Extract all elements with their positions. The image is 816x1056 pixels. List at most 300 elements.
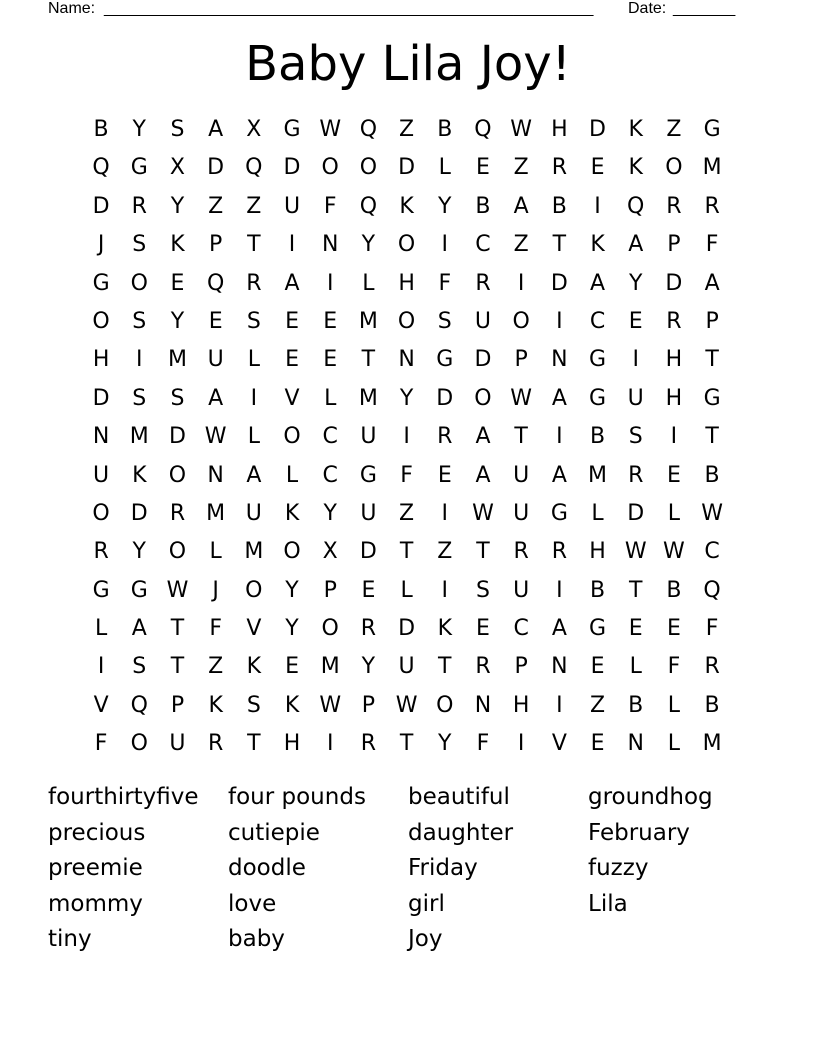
grid-letter: S (628, 424, 643, 450)
grid-letter: U (360, 424, 377, 450)
grid-letter: P (705, 308, 719, 334)
grid-letter: H (665, 385, 683, 411)
grid-letter: S (246, 308, 261, 334)
grid-letter: D (398, 155, 416, 181)
grid-letter: Z (589, 692, 606, 718)
grid-letter: H (398, 270, 415, 296)
grid-letter: W (510, 385, 533, 411)
grid-letter: D (92, 385, 110, 411)
grid-letter: G (589, 347, 607, 373)
grid-letter: B (666, 577, 682, 603)
grid-letter: R (628, 462, 644, 488)
grid-letter: U (513, 462, 530, 488)
grid-letter: H (589, 539, 606, 565)
word-search-grid (82, 111, 732, 764)
grid-letter: T (628, 577, 643, 603)
grid-letter: Y (323, 500, 337, 526)
grid-letter: Q (245, 155, 263, 181)
grid-letter: L (667, 692, 681, 718)
grid-letter: S (437, 308, 452, 334)
grid-letter: I (97, 654, 105, 680)
grid-letter: I (403, 424, 410, 450)
grid-letter: V (93, 692, 109, 718)
grid-letter: L (285, 462, 299, 488)
grid-letter: P (514, 654, 528, 680)
grid-letter: R (208, 731, 224, 757)
grid-letter: W (701, 500, 723, 526)
grid-letter: F (705, 616, 719, 642)
grid-letter: A (551, 462, 567, 488)
grid-letter: E (476, 155, 490, 181)
grid-letter: R (131, 193, 147, 219)
grid-letter: Y (285, 577, 299, 603)
grid-row (82, 687, 732, 725)
grid-letter: R (666, 308, 682, 334)
grid-letter: K (590, 232, 605, 258)
grid-letter: Y (285, 616, 299, 642)
grid-letter: H (283, 731, 301, 757)
grid-letter: I (136, 347, 143, 373)
grid-letter: I (441, 500, 449, 526)
grid-letter: Y (438, 731, 452, 757)
grid-letter: Y (438, 193, 452, 219)
grid-letter: Q (92, 155, 110, 181)
grid-letter: U (283, 193, 301, 219)
grid-letter: L (247, 424, 260, 450)
grid-letter: E (666, 616, 681, 642)
grid-letter: G (130, 577, 148, 603)
grid-letter: P (170, 692, 185, 718)
grid-letter: W (319, 692, 342, 718)
grid-letter: I (594, 193, 601, 219)
grid-letter: G (283, 117, 301, 142)
grid-letter: K (246, 654, 262, 680)
grid-letter: L (362, 270, 375, 296)
page-title: Baby Lila Joy! (245, 36, 571, 92)
grid-letter: A (131, 616, 147, 642)
grid-row (82, 648, 732, 686)
grid-letter: O (397, 232, 416, 258)
grid-letter: T (705, 347, 719, 373)
word-bank-item: tiny (48, 926, 92, 953)
grid-letter: Z (666, 117, 682, 142)
word-bank-item: baby (228, 926, 285, 953)
grid-letter: R (360, 731, 377, 757)
grid-letter: M (206, 500, 226, 526)
grid-letter: Y (170, 308, 185, 334)
name-label: Name: (48, 0, 96, 17)
grid-letter: W (319, 117, 342, 142)
grid-letter: I (517, 731, 525, 757)
grid-letter: I (556, 692, 563, 718)
worksheet-header (48, 0, 748, 20)
word-bank-item: cutiepie (228, 819, 320, 846)
word-bank-item: doodle (228, 855, 306, 882)
grid-letter: T (399, 731, 414, 757)
word-bank-item: Joy (408, 926, 443, 953)
grid-letter: T (170, 616, 185, 642)
grid-letter: S (132, 308, 147, 334)
grid-letter: O (283, 539, 301, 565)
grid-letter: W (472, 500, 494, 526)
grid-letter: N (551, 654, 568, 680)
grid-letter: I (556, 424, 563, 450)
grid-letter: U (245, 500, 262, 526)
grid-letter: U (360, 500, 377, 526)
grid-letter: F (94, 731, 108, 757)
grid-letter: D (474, 347, 492, 373)
word-bank-item: fuzzy (588, 855, 649, 882)
grid-letter: D (130, 500, 148, 526)
grid-letter: E (628, 616, 643, 642)
grid-letter: Z (399, 117, 415, 142)
grid-letter: H (92, 347, 110, 373)
grid-letter: R (169, 500, 186, 526)
grid-letter: A (475, 424, 491, 450)
grid-letter: O (283, 424, 301, 450)
grid-letter: P (323, 577, 337, 603)
grid-letter: I (556, 308, 563, 334)
grid-letter: I (632, 347, 639, 373)
grid-letter: D (589, 117, 606, 142)
grid-letter: I (441, 232, 449, 258)
grid-letter: Z (399, 500, 415, 526)
grid-letter: O (92, 308, 110, 334)
grid-letter: O (321, 155, 339, 181)
grid-letter: Z (437, 539, 453, 565)
grid-letter: F (209, 616, 222, 642)
grid-letter: O (474, 385, 492, 411)
grid-letter: T (170, 654, 185, 680)
word-bank-item: groundhog (588, 784, 713, 810)
grid-letter: K (284, 500, 300, 526)
grid-letter: O (245, 577, 263, 603)
grid-letter: A (628, 232, 644, 258)
grid-letter: Q (206, 270, 225, 296)
grid-letter: O (359, 155, 378, 181)
grid-letter: B (589, 577, 606, 603)
grid-letter: A (513, 193, 529, 219)
grid-row (82, 226, 732, 264)
grid-row (82, 725, 732, 763)
grid-letter: U (207, 347, 224, 373)
grid-letter: Q (474, 117, 492, 142)
grid-letter: E (361, 577, 376, 603)
grid-letter: N (207, 462, 224, 488)
grid-letter: A (284, 270, 300, 296)
grid-letter: K (208, 692, 223, 718)
grid-letter: W (663, 539, 685, 565)
grid-letter: R (513, 539, 529, 565)
grid-letter: W (395, 692, 418, 718)
word-bank-item: February (588, 819, 690, 846)
grid-letter: U (398, 654, 415, 680)
grid-letter: M (588, 462, 608, 488)
grid-letter: Y (361, 232, 376, 258)
grid-letter: L (247, 347, 260, 373)
grid-letter: R (666, 193, 682, 219)
grid-letter: S (132, 232, 147, 258)
grid-letter: K (437, 616, 452, 642)
grid-row (82, 303, 732, 341)
grid-letter: H (551, 117, 568, 142)
grid-letter: W (204, 424, 227, 450)
grid-letter: L (209, 539, 222, 565)
grid-letter: E (208, 308, 223, 334)
grid-letter: R (93, 539, 109, 565)
grid-letter: X (322, 539, 338, 565)
grid-letter: C (322, 462, 338, 488)
grid-letter: B (551, 193, 567, 219)
word-bank (48, 780, 768, 958)
grid-letter: T (438, 654, 452, 680)
grid-letter: F (438, 270, 452, 296)
date-label: Date: (628, 0, 667, 17)
grid-letter: F (323, 193, 337, 219)
grid-letter: E (285, 654, 299, 680)
grid-letter: B (628, 692, 644, 718)
grid-letter: D (550, 270, 568, 296)
grid-letter: Y (399, 385, 414, 411)
grid-letter: D (283, 155, 301, 181)
grid-letter: M (358, 308, 378, 334)
grid-letter: E (323, 308, 338, 334)
grid-letter: S (132, 385, 147, 411)
grid-letter: E (323, 347, 338, 373)
grid-letter: O (665, 155, 683, 181)
word-bank-item: love (228, 890, 277, 917)
grid-letter: B (437, 117, 453, 142)
grid-letter: U (93, 462, 110, 488)
grid-letter: C (704, 539, 720, 565)
grid-letter: R (246, 270, 262, 296)
grid-letter: T (247, 232, 261, 258)
grid-letter: Z (246, 193, 262, 219)
grid-letter: H (512, 692, 530, 718)
grid-row (82, 457, 732, 495)
grid-letter: O (130, 731, 148, 757)
grid-letter: W (624, 539, 647, 565)
grid-letter: B (93, 117, 109, 142)
grid-row (82, 418, 732, 456)
grid-letter: A (208, 117, 224, 142)
grid-letter: J (97, 232, 105, 258)
word-bank-row (48, 887, 768, 923)
grid-letter: W (510, 117, 533, 142)
grid-letter: A (551, 616, 567, 642)
grid-letter: A (246, 462, 262, 488)
grid-letter: D (207, 155, 225, 181)
grid-letter: P (514, 347, 528, 373)
grid-letter: I (250, 385, 258, 411)
grid-letter: E (170, 270, 185, 296)
grid-letter: N (398, 347, 415, 373)
grid-letter: S (246, 692, 261, 718)
grid-row (82, 380, 732, 418)
grid-row (82, 111, 732, 149)
word-bank-item: mommy (48, 890, 143, 917)
grid-letter: T (476, 539, 490, 565)
grid-letter: H (665, 347, 683, 373)
grid-letter: D (359, 539, 377, 565)
grid-letter: V (246, 616, 262, 642)
grid-letter: O (321, 616, 339, 642)
grid-letter: R (551, 155, 567, 181)
grid-letter: O (92, 500, 110, 526)
grid-letter: P (361, 692, 376, 718)
grid-letter: Q (703, 577, 721, 603)
grid-letter: B (589, 424, 606, 450)
grid-letter: Z (513, 232, 529, 258)
grid-letter: M (244, 539, 264, 565)
grid-letter: K (132, 462, 147, 488)
grid-letter: A (590, 270, 606, 296)
grid-letter: L (94, 616, 108, 642)
word-bank-item: girl (408, 890, 445, 917)
grid-letter: E (476, 616, 490, 642)
grid-letter: M (129, 424, 149, 450)
grid-letter: M (320, 654, 340, 680)
grid-letter: F (400, 462, 413, 488)
grid-letter: D (398, 616, 416, 642)
grid-letter: U (627, 385, 644, 411)
word-bank-item: four pounds (228, 784, 366, 810)
grid-letter: P (209, 232, 223, 258)
grid-letter: T (552, 232, 567, 258)
grid-letter: K (284, 692, 300, 718)
grid-letter: S (132, 654, 147, 680)
grid-letter: O (512, 308, 530, 334)
word-bank-row (48, 922, 768, 958)
grid-letter: R (475, 654, 491, 680)
grid-letter: U (513, 577, 530, 603)
grid-letter: D (627, 500, 645, 526)
grid-letter: Q (359, 117, 378, 142)
grid-letter: D (665, 270, 683, 296)
grid-row (82, 572, 732, 610)
grid-letter: K (628, 155, 643, 181)
grid-letter: X (246, 117, 262, 142)
grid-letter: C (475, 232, 491, 258)
grid-letter: R (704, 654, 720, 680)
grid-letter: F (667, 654, 681, 680)
grid-letter: E (437, 462, 452, 488)
grid-row (82, 265, 732, 303)
grid-row (82, 341, 732, 379)
grid-letter: G (92, 270, 110, 296)
grid-letter: L (667, 731, 681, 757)
grid-letter: Y (170, 193, 185, 219)
grid-letter: E (590, 155, 605, 181)
grid-letter: C (513, 616, 529, 642)
grid-letter: G (703, 385, 721, 411)
grid-letter: Y (361, 654, 376, 680)
grid-letter: K (628, 117, 643, 142)
grid-letter: T (247, 731, 261, 757)
grid-letter: U (474, 308, 492, 334)
grid-letter: S (475, 577, 490, 603)
grid-letter: E (666, 462, 681, 488)
grid-letter: A (551, 385, 567, 411)
grid-letter: G (589, 616, 607, 642)
grid-letter: I (670, 424, 678, 450)
grid-letter: Y (628, 270, 643, 296)
grid-letter: R (475, 270, 491, 296)
name-blank-line: _______________________________________________________ (104, 0, 594, 17)
grid-letter: M (702, 155, 722, 181)
grid-letter: A (475, 462, 491, 488)
grid-letter: I (517, 270, 525, 296)
grid-row (82, 533, 732, 571)
grid-letter: D (168, 424, 186, 450)
grid-letter: L (629, 654, 642, 680)
date-blank-line: _______ (673, 0, 736, 17)
grid-letter: Z (208, 193, 224, 219)
grid-letter: A (208, 385, 224, 411)
grid-letter: J (212, 577, 219, 603)
word-bank-item: precious (48, 819, 146, 846)
grid-letter: E (590, 654, 605, 680)
grid-letter: T (705, 424, 719, 450)
grid-letter: V (284, 385, 300, 411)
grid-letter: Z (513, 155, 529, 181)
grid-row (82, 188, 732, 226)
grid-letter: O (397, 308, 416, 334)
grid-letter: L (324, 385, 337, 411)
grid-letter: M (702, 731, 722, 757)
word-bank-item: Friday (408, 855, 478, 882)
grid-letter: U (169, 731, 186, 757)
word-bank-row (48, 780, 768, 816)
grid-letter: D (92, 193, 110, 219)
grid-letter: U (513, 500, 530, 526)
grid-letter: C (322, 424, 338, 450)
word-bank-item: daughter (408, 819, 514, 846)
grid-letter: B (475, 193, 491, 219)
grid-letter: X (169, 155, 185, 181)
grid-letter: S (170, 385, 185, 411)
grid-letter: D (436, 385, 454, 411)
word-bank-item: fourthirtyfive (48, 784, 199, 810)
word-bank-item: preemie (48, 855, 143, 882)
grid-letter: O (168, 462, 187, 488)
grid-letter: F (705, 232, 719, 258)
grid-letter: M (167, 347, 187, 373)
grid-letter: E (285, 308, 299, 334)
grid-letter: L (438, 155, 451, 181)
word-bank-item (588, 922, 768, 958)
word-bank-item: beautiful (408, 784, 510, 810)
grid-letter: O (436, 692, 454, 718)
grid-letter: I (288, 232, 296, 258)
grid-letter: R (360, 616, 377, 642)
grid-letter: I (556, 577, 563, 603)
grid-letter: Q (359, 193, 378, 219)
grid-letter: G (359, 462, 377, 488)
grid-letter: G (130, 155, 148, 181)
grid-letter: F (476, 731, 490, 757)
grid-letter: S (170, 117, 185, 142)
grid-letter: L (591, 500, 604, 526)
grid-letter: N (551, 347, 568, 373)
grid-row (82, 495, 732, 533)
grid-letter: B (704, 462, 720, 488)
grid-letter: I (441, 577, 449, 603)
grid-letter: Y (132, 117, 146, 142)
grid-letter: N (627, 731, 644, 757)
grid-letter: O (130, 270, 148, 296)
grid-letter: Q (130, 692, 148, 718)
